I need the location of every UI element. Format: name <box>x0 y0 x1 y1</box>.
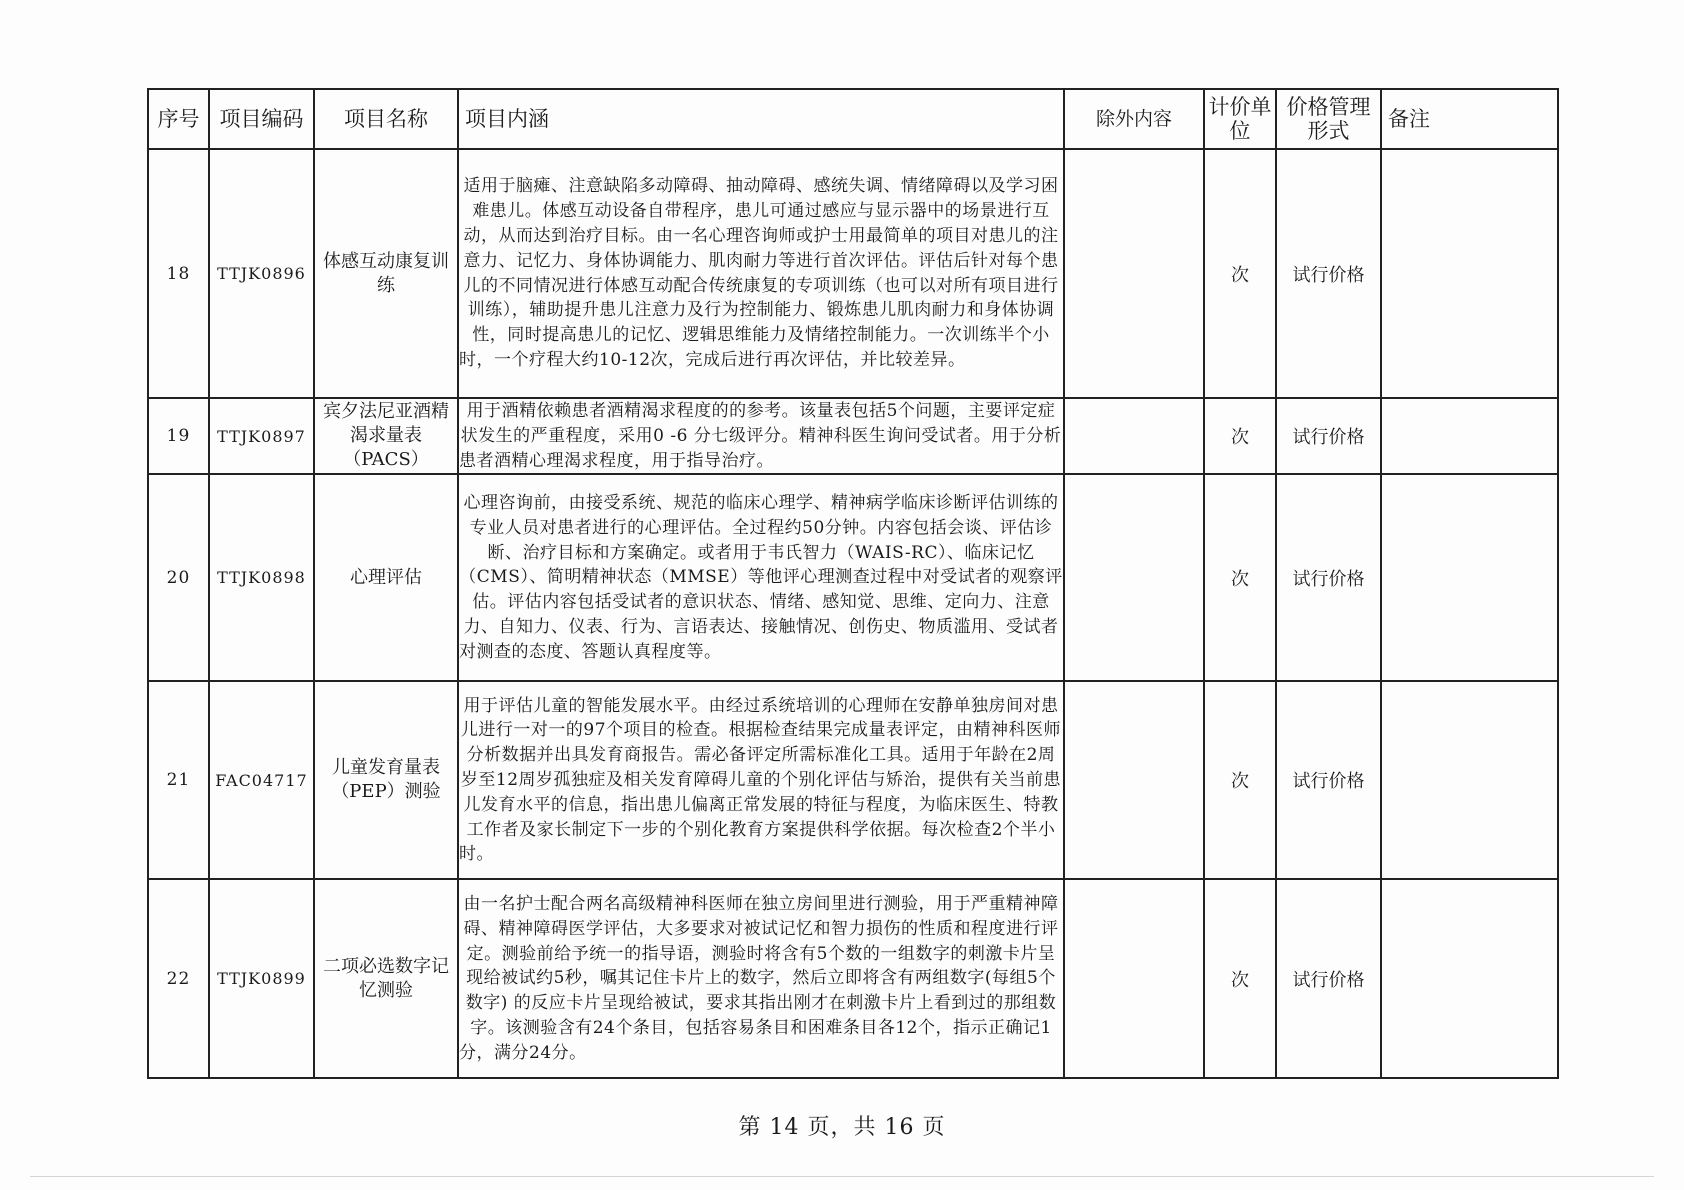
row-form: 试行价格 <box>1276 474 1381 681</box>
row-code: TTJK0897 <box>209 398 314 474</box>
row-code: FAC04717 <box>209 681 314 879</box>
row-name: 体感互动康复训练 <box>314 149 458 398</box>
row-remark <box>1381 149 1558 398</box>
row-form: 试行价格 <box>1276 879 1381 1078</box>
header-unit: 计价单位 <box>1204 89 1276 149</box>
row-seq: 22 <box>148 879 209 1078</box>
row-unit: 次 <box>1204 149 1276 398</box>
scan-edge-divider <box>30 1176 1654 1177</box>
table-row <box>148 149 1558 398</box>
row-seq: 21 <box>148 681 209 879</box>
row-seq: 18 <box>148 149 209 398</box>
row-remark <box>1381 681 1558 879</box>
row-form: 试行价格 <box>1276 681 1381 879</box>
row-name: 二项必选数字记忆测验 <box>314 879 458 1078</box>
row-content: 用于评估儿童的智能发展水平。由经过系统培训的心理师在安静单独房间对患儿进行一对一的97个项目的检查。根据检查结果完成量表评定，由精神科医师分析数据并出具发育商报告。需必备评定所需标准化工具。适用于年龄在2周岁至12周岁孤独症及相关发育障碍儿童的个别化评估与矫治，提供有关当前患儿发育水平的信息，指出患儿偏离正常发展的特征与程度，为临床医生、特教工作者及家长制定下一步的个别化教育方案提供科学依据。每次检查2个半小时。 <box>458 681 1064 879</box>
header-code: 项目编码 <box>209 89 314 149</box>
row-name: 宾夕法尼亚酒精渴求量表（PACS） <box>314 398 458 474</box>
row-exclude <box>1064 398 1204 474</box>
table-row <box>148 398 1558 474</box>
row-seq: 20 <box>148 474 209 681</box>
row-content: 用于酒精依赖患者酒精渴求程度的的参考。该量表包括5个问题，主要评定症状发生的严重程度，采用0 -6 分七级评分。精神科医生询问受试者。用于分析患者酒精心理渴求程度，用于指导治疗。 <box>458 398 1064 474</box>
row-code: TTJK0899 <box>209 879 314 1078</box>
row-exclude <box>1064 474 1204 681</box>
row-content: 适用于脑瘫、注意缺陷多动障碍、抽动障碍、感统失调、情绪障碍以及学习困难患儿。体感互动设备自带程序，患儿可通过感应与显示器中的场景进行互动，从而达到治疗目标。由一名心理咨询师或护士用最简单的项目对患儿的注意力、记忆力、身体协调能力、肌肉耐力等进行首次评估。评估后针对每个患儿的不同情况进行体感互动配合传统康复的专项训练（也可以对所有项目进行训练），辅助提升患儿注意力及行为控制能力、锻炼患儿肌肉耐力和身体协调性，同时提高患儿的记忆、逻辑思维能力及情绪控制能力。一次训练半个小时，一个疗程大约10-12次，完成后进行再次评估，并比较差异。 <box>458 149 1064 398</box>
header-name: 项目名称 <box>314 89 458 149</box>
table-row <box>148 681 1558 879</box>
row-unit: 次 <box>1204 474 1276 681</box>
page-number: 第 14 页，共 16 页 <box>738 1115 946 1140</box>
header-content: 项目内涵 <box>458 89 1064 149</box>
header-exclude: 除外内容 <box>1064 89 1204 149</box>
header-seq: 序号 <box>148 89 209 149</box>
row-content: 由一名护士配合两名高级精神科医师在独立房间里进行测验，用于严重精神障碍、精神障碍医学评估，大多要求对被试记忆和智力损伤的性质和程度进行评定。测验前给予统一的指导语，测验时将含有5个数的一组数字的刺激卡片呈现给被试约5秒，嘱其记住卡片上的数字，然后立即将含有两组数字(每组5个数字) 的反应卡片呈现给被试，要求其指出刚才在刺激卡片上看到过的那组数字。该测验含有24个条目，包括容易条目和困难条目各12个，指示正确记1分，满分24分。 <box>458 879 1064 1078</box>
row-form: 试行价格 <box>1276 398 1381 474</box>
row-exclude <box>1064 879 1204 1078</box>
row-remark <box>1381 398 1558 474</box>
row-seq: 19 <box>148 398 209 474</box>
row-unit: 次 <box>1204 681 1276 879</box>
row-content: 心理咨询前，由接受系统、规范的临床心理学、精神病学临床诊断评估训练的专业人员对患者进行的心理评估。全过程约50分钟。内容包括会谈、评估诊断、治疗目标和方案确定。或者用于韦氏智力（WAIS-RC）、临床记忆（CMS）、简明精神状态（MMSE）等他评心理测查过程中对受试者的观察评估。评估内容包括受试者的意识状态、情绪、感知觉、思维、定向力、注意力、自知力、仪表、行为、言语表达、接触情况、创伤史、物质滥用、受试者对测查的态度、答题认真程度等。 <box>458 474 1064 681</box>
header-remark: 备注 <box>1381 89 1558 149</box>
row-exclude <box>1064 681 1204 879</box>
header-form: 价格管理形式 <box>1276 89 1381 149</box>
row-name: 儿童发育量表（PEP）测验 <box>314 681 458 879</box>
row-name: 心理评估 <box>314 474 458 681</box>
table-row <box>148 879 1558 1078</box>
row-remark <box>1381 474 1558 681</box>
pricing-table <box>147 88 1559 1079</box>
row-unit: 次 <box>1204 879 1276 1078</box>
table-row <box>148 474 1558 681</box>
row-code: TTJK0898 <box>209 474 314 681</box>
row-exclude <box>1064 149 1204 398</box>
table-header-row <box>148 89 1558 149</box>
row-unit: 次 <box>1204 398 1276 474</box>
row-remark <box>1381 879 1558 1078</box>
row-code: TTJK0896 <box>209 149 314 398</box>
row-form: 试行价格 <box>1276 149 1381 398</box>
